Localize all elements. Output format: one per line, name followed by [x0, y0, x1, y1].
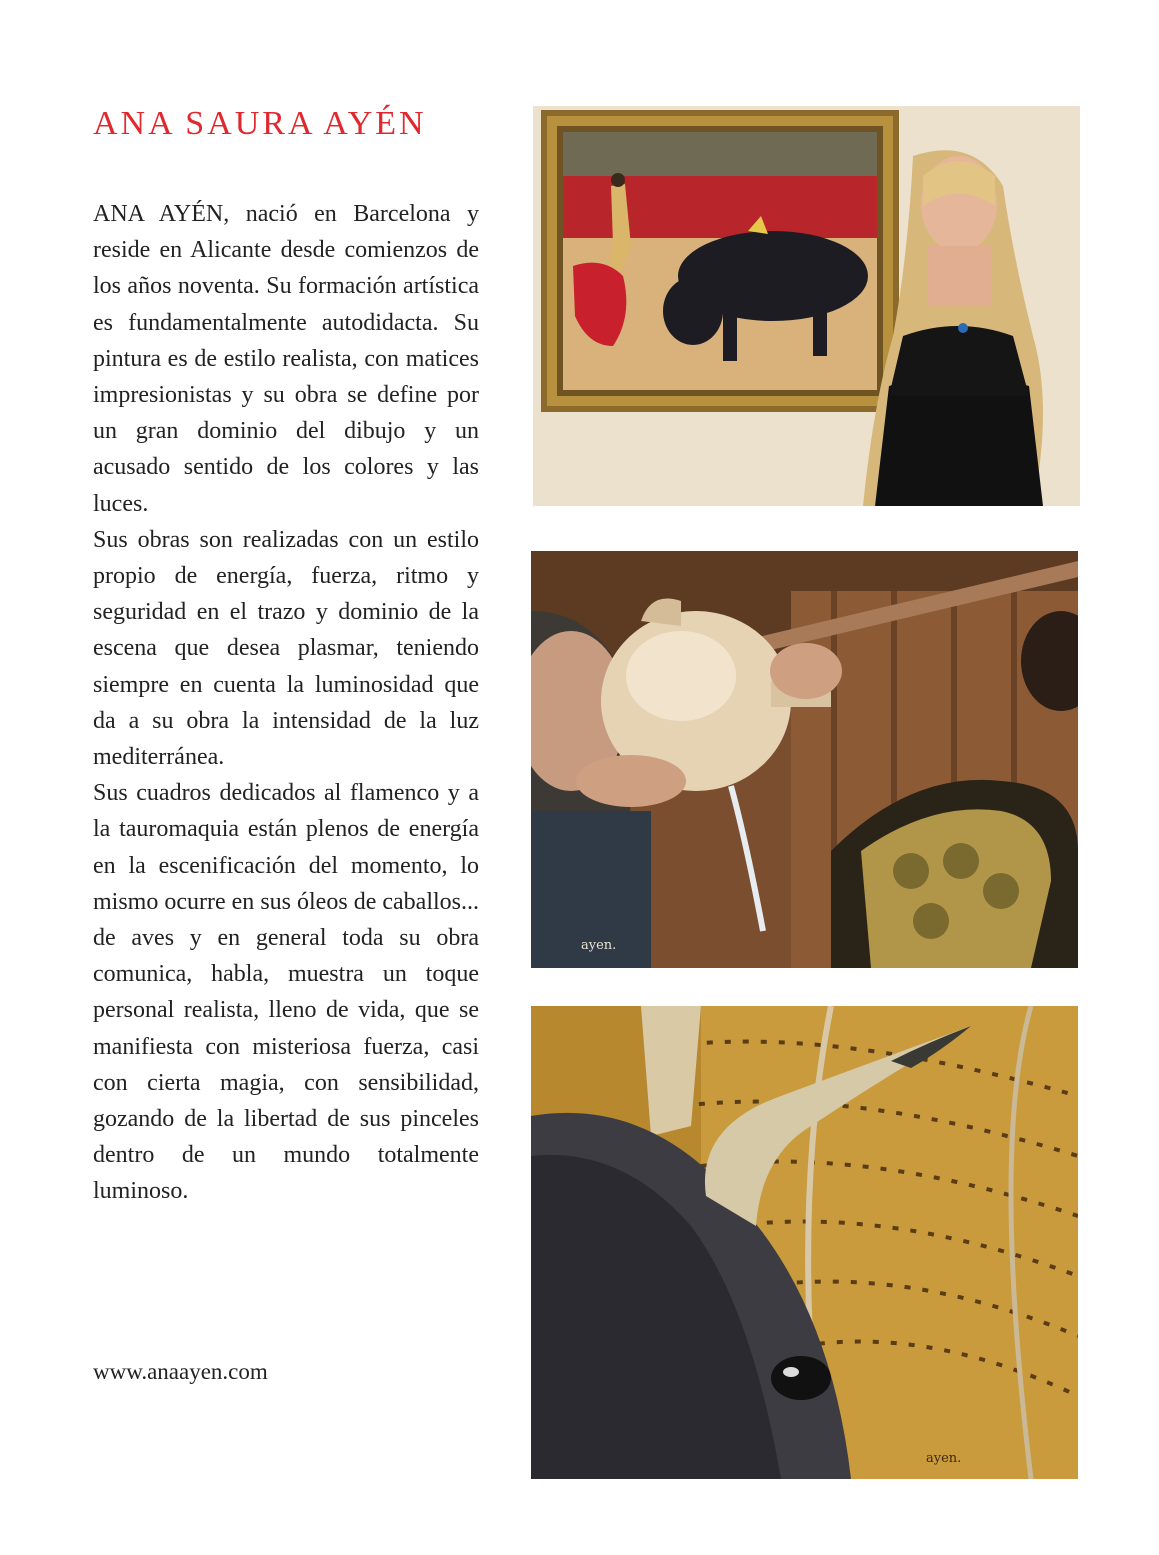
- page-title: ANA SAURA AYÉN: [93, 105, 427, 142]
- website-link[interactable]: www.anaayen.com: [93, 1359, 268, 1384]
- paragraph-1: ANA AYÉN, nació en Barcelona y reside en Alicante desde comienzos de los años noventa. Su formación artística es fundamentalmente autodidacta. Su pintura es de estilo realista, con matices impresionistas y su obra se define por un gran dominio del dibujo y un acusado sentido de los colores y las luces.: [93, 201, 479, 517]
- biography-text: [93, 196, 479, 1210]
- painting2-signature: ayen.: [581, 938, 617, 953]
- painting-bull-head: [531, 1006, 1078, 1479]
- painting-water-jug: [531, 551, 1078, 968]
- painting3-signature: ayen.: [926, 1451, 962, 1466]
- paragraph-2: Sus obras son realizadas con un estilo propio de energía, fuerza, ritmo y seguridad en el trazo y dominio de la escena que desea plasmar, teniendo siempre en cuenta la luminosidad que da a su obra la intensidad de la luz mediterránea.: [93, 526, 479, 771]
- artist-photo: [533, 106, 1080, 506]
- paragraph-3: Sus cuadros dedicados al flamenco y a la tauromaquia están plenos de energía en la escenificación del momento, lo mismo ocurre en sus óleos de caballos... de aves y en general toda su obra comunica, habla, muestra un toque personal realista, lleno de vida, que se manifiesta con misteriosa fuerza, casi con cierta magia, con sensibilidad, gozando de la libertad de sus pinceles dentro de un mundo totalmente luminoso.: [93, 780, 479, 1205]
